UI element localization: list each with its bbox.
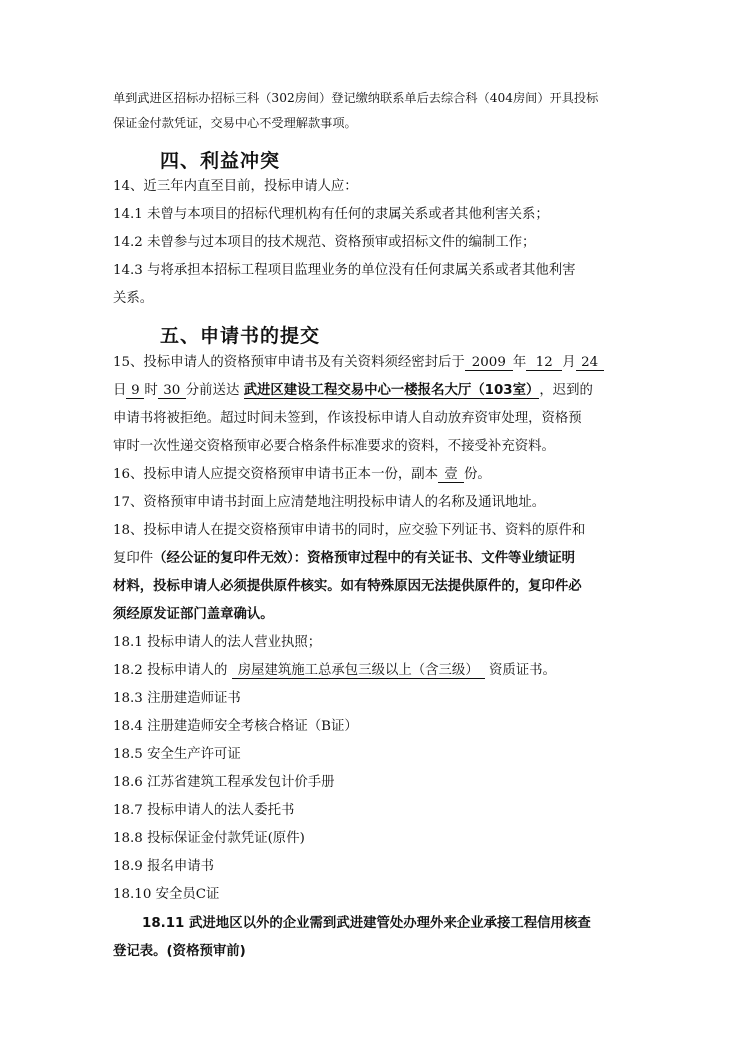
paragraph-text: 资质证书。 (488, 663, 556, 678)
filled-qualification: 房屋建筑施工总承包三级以上（含三级） (232, 664, 485, 679)
list-item: 18.5 安全生产许可证 (113, 747, 241, 762)
paragraph-text: 复印件 (113, 551, 154, 566)
paragraph-line: 18、投标申请人在提交资格预审申请书的同时，应交验下列证书、资料的原件和 (113, 523, 586, 538)
list-item: 登记表。(资格预审前) (113, 944, 246, 959)
filled-year: 2009 (465, 356, 513, 371)
paragraph-line: 申请书将被拒绝。超过时间未签到，作该投标申请人自动放弃资审处理，资格预 (113, 411, 582, 426)
unit-text: 日 (113, 383, 127, 398)
section-heading: 五、申请书的提交 (160, 325, 321, 347)
paragraph-line (113, 384, 593, 399)
paragraph-line: 关系。 (113, 291, 154, 306)
paragraph-line: 14、近三年内直至目前，投标申请人应： (113, 179, 358, 194)
unit-text: 时 (144, 383, 158, 398)
paragraph-text: 份。 (464, 467, 491, 482)
paragraph-text: 16、投标申请人应提交资格预审申请书正本一份，副本 (113, 467, 439, 482)
paragraph-line: 须经原发证部门盖章确认。 (113, 607, 274, 622)
paragraph-line: 14.2 未曾参与过本项目的技术规范、资格预审或招标文件的编制工作； (113, 235, 536, 250)
paragraph-line: 14.1 未曾与本项目的招标代理机构有任何的隶属关系或者其他利害关系； (113, 207, 549, 222)
unit-text: 年 (512, 355, 527, 370)
paragraph-line: 单到武进区招标办招标三科（302房间）登记缴纳联系单后去综合科（404房间）开具投标 (113, 91, 599, 105)
paragraph-line (113, 356, 604, 371)
list-item: 18.3 注册建造师证书 (113, 691, 241, 706)
list-item: 18.11 武进地区以外的企业需到武进建管处办理外来企业承接工程信用核查 (142, 916, 591, 931)
paragraph-line (113, 552, 575, 565)
bold-text: （经公证的复印件无效）：资格预审过程中的有关证书、文件等业绩证明 (153, 551, 575, 566)
paragraph-line: 保证金付款凭证，交易中心不受理解款事项。 (113, 116, 357, 130)
filled-month: 12 (526, 356, 562, 371)
filled-day: 24 (576, 356, 604, 371)
filled-place: 武进区建设工程交易中心一楼报名大厅（103室） (243, 383, 540, 398)
paragraph-text: 15、投标申请人的资格预审申请书及有关资料须经密封后于 (113, 355, 465, 370)
unit-text: 分前送达 (185, 383, 240, 398)
paragraph-line: 材料，投标申请人必须提供原件核实。如有特殊原因无法提供原件的，复印件必 (113, 579, 582, 594)
paragraph-text: 18.2 投标申请人的 (113, 663, 228, 678)
filled-copies: 壹 (438, 468, 464, 483)
list-item: 18.4 注册建造师安全考核合格证（B证） (113, 719, 358, 734)
list-item (113, 664, 556, 679)
list-item: 18.10 安全员C证 (113, 887, 220, 902)
list-item: 18.9 报名申请书 (113, 859, 215, 874)
list-item: 18.1 投标申请人的法人营业执照； (113, 635, 322, 650)
paragraph-line (113, 468, 491, 483)
list-item: 18.7 投标申请人的法人委托书 (113, 803, 295, 818)
list-item: 18.8 投标保证金付款凭证(原件) (113, 831, 305, 846)
paragraph-line: 14.3 与将承担本招标工程项目监理业务的单位没有任何隶属关系或者其他利害 (113, 263, 576, 278)
list-item: 18.6 江苏省建筑工程承发包计价手册 (113, 775, 335, 790)
paragraph-line: 17、资格预审申请书封面上应清楚地注明投标申请人的名称及通讯地址。 (113, 495, 546, 510)
filled-minute: 30 (158, 384, 186, 399)
paragraph-line: 审时一次性递交资格预审必要合格条件标准要求的资料，不接受补充资料。 (113, 439, 555, 454)
section-heading: 四、利益冲突 (160, 150, 281, 172)
paragraph-text: ，迟到的 (539, 383, 593, 398)
unit-text: 月 (562, 355, 576, 370)
filled-hour: 9 (126, 384, 144, 399)
